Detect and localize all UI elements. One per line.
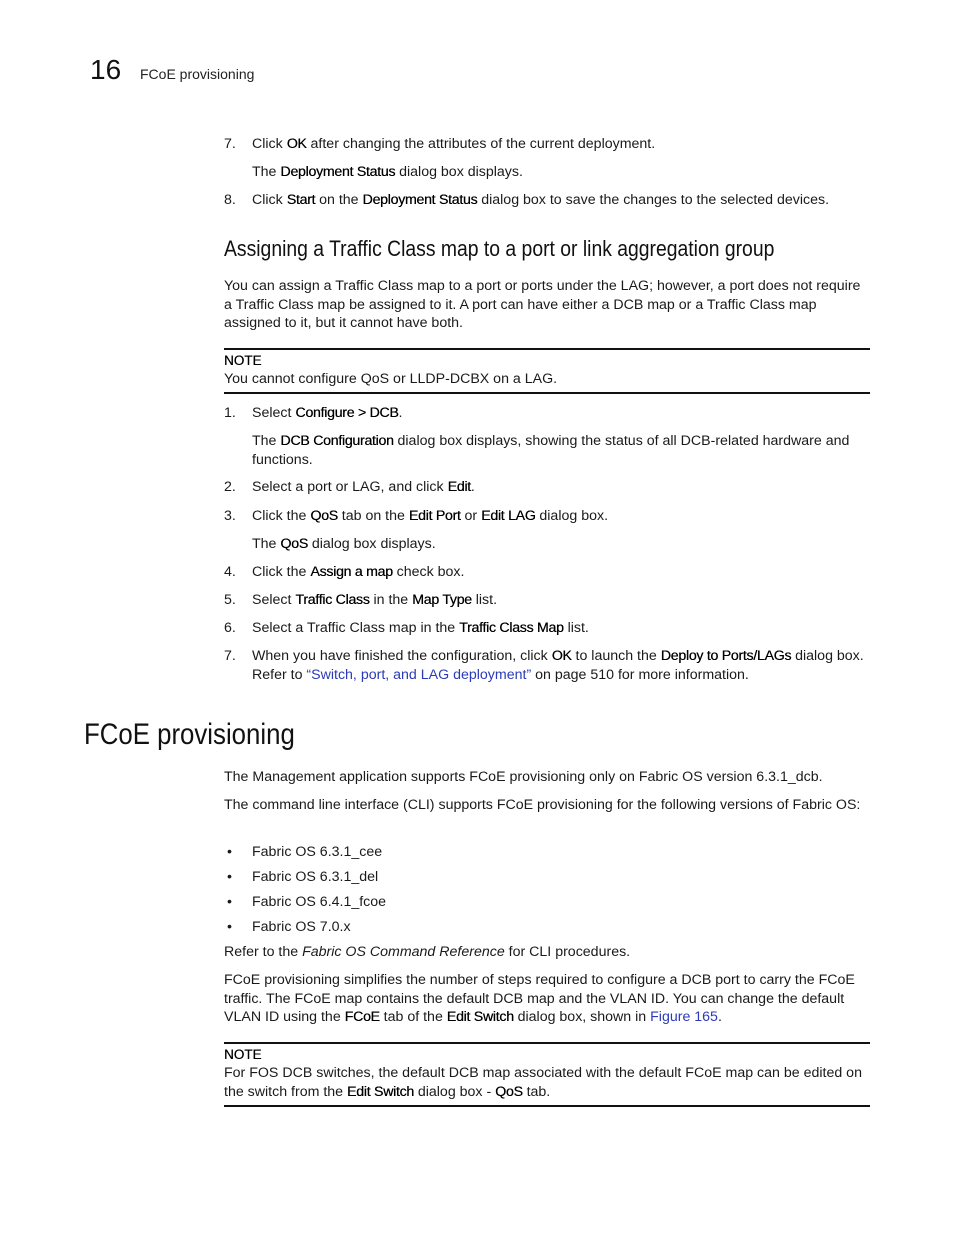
step-number: 7. <box>224 136 236 152</box>
text: . <box>398 405 403 421</box>
text: dialog box displays. <box>395 164 523 180</box>
text: on page 510 for more information. <box>531 666 749 683</box>
tab-ref: QoS <box>495 1083 523 1100</box>
text: dialog box, shown in <box>513 1009 651 1025</box>
text: on the <box>315 192 363 208</box>
dialog-ref: Edit Port <box>408 508 461 524</box>
note-text: You cannot configure QoS or LLDP-DCBX on a LAG. <box>224 371 558 387</box>
step-number: 1. <box>224 405 236 421</box>
step-1 <box>224 404 870 423</box>
text: after changing the attributes of the current deployment. <box>306 136 656 152</box>
step-3-sub <box>252 535 872 554</box>
text: Refer to the <box>224 944 303 960</box>
note-label: NOTE <box>224 1047 262 1062</box>
step-3 <box>224 507 870 526</box>
bullet-text: Fabric OS 6.3.1_cee <box>252 844 383 860</box>
text: FCoE provisioning simplifies the number of steps required to configure a DCB port to carry the FCoE traffic. The FCoE map contains the default DCB map and the VLAN ID. You can change the default VLAN ID using the <box>224 972 855 1025</box>
section-heading-fcoe-provisioning: FCoE provisioning <box>84 718 295 751</box>
step-4 <box>224 563 870 582</box>
text: For FOS DCB switches, the default DCB map associated with the default FCoE map can be edited on the switch from the <box>224 1065 862 1100</box>
bullet-item <box>224 843 382 862</box>
note-box-fos <box>224 1042 870 1107</box>
text: or <box>460 508 482 524</box>
bullet-item <box>224 868 378 887</box>
step-7-top <box>224 135 870 154</box>
dialog-ref: Edit LAG <box>481 508 536 524</box>
text: . <box>470 479 475 495</box>
step-7-top-sub <box>252 163 872 182</box>
ok-button-ref: OK <box>286 136 307 152</box>
text: list. <box>471 592 498 608</box>
step-number: 4. <box>224 564 236 580</box>
text: check box. <box>392 564 465 580</box>
section2-p1 <box>224 768 870 787</box>
dialog-ref: Deploy to Ports/LAGs <box>660 648 792 664</box>
bullet-text: Fabric OS 6.4.1_fcoe <box>252 894 387 910</box>
text: Click <box>252 136 287 152</box>
step-number: 2. <box>224 479 236 495</box>
text: dialog box - <box>413 1083 496 1100</box>
dialog-ref: QoS <box>280 536 308 552</box>
book-title: Fabric OS Command Reference <box>302 944 505 960</box>
paragraph: The command line interface (CLI) supports FCoE provisioning for the following versions of Fabric OS: <box>224 797 861 813</box>
step-1-sub <box>252 432 872 469</box>
step-number: 7. <box>224 648 236 664</box>
paragraph: You can assign a Traffic Class map to a port or ports under the LAG; however, a port does not require a Traffic Class map be assigned to it. A port can have either a DCB map or a Traffic Class map assigned to it, but it cannot have both. <box>224 278 861 331</box>
text: . <box>717 1009 722 1025</box>
text: Click the <box>252 508 311 524</box>
text: The <box>252 164 281 180</box>
section2-p4 <box>224 971 870 1027</box>
text: The <box>252 536 281 552</box>
text: dialog box to save the changes to the selected devices. <box>477 192 830 208</box>
step-6 <box>224 619 870 638</box>
dialog-ref: Edit Switch <box>446 1009 514 1025</box>
text: tab of the <box>379 1009 447 1025</box>
dialog-ref: DCB Configuration <box>280 433 394 449</box>
text: Select <box>252 592 296 608</box>
step-number: 3. <box>224 508 236 524</box>
step-7 <box>224 647 870 684</box>
text: dialog box. Refer to <box>252 648 864 683</box>
dialog-ref: Deployment Status <box>362 192 478 208</box>
start-button-ref: Start <box>286 192 316 208</box>
paragraph: The Management application supports FCoE provisioning only on Fabric OS version 6.3.1_dcb. <box>224 769 823 785</box>
text: list. <box>563 620 589 636</box>
note-box-lag <box>224 348 870 394</box>
section2-p3 <box>224 943 870 962</box>
checkbox-ref: Assign a map <box>310 564 393 580</box>
step-8-top <box>224 191 870 210</box>
text: in the <box>369 592 413 608</box>
list-ref: Map Type <box>412 592 472 608</box>
tab-ref: QoS <box>310 508 338 524</box>
step-number: 5. <box>224 592 236 608</box>
chapter-number: 16 <box>90 54 122 85</box>
menu-ref: Configure > DCB <box>295 405 399 421</box>
text: Select a Traffic Class map in the <box>252 620 460 636</box>
text: tab on the <box>337 508 409 524</box>
bullet-item <box>224 893 386 912</box>
dialog-ref: Deployment Status <box>280 164 396 180</box>
deployment-link[interactable]: “Switch, port, and LAG deployment” <box>306 666 532 683</box>
chapter-title: FCoE provisioning <box>140 66 255 82</box>
text: Click the <box>252 564 311 580</box>
text: Click <box>252 192 287 208</box>
bullet-icon: • <box>227 894 232 910</box>
section2-p2 <box>224 796 870 815</box>
bullet-item <box>224 918 351 937</box>
text: dialog box. <box>535 508 609 524</box>
text: The <box>252 433 281 449</box>
value-ref: Traffic Class <box>295 592 370 608</box>
text: When you have finished the configuration, click <box>252 648 552 664</box>
text: to launch the <box>571 648 661 664</box>
ok-button-ref: OK <box>551 648 572 664</box>
figure-link[interactable]: Figure 165 <box>650 1009 718 1025</box>
list-ref: Traffic Class Map <box>459 620 564 636</box>
text: Select a port or LAG, and click <box>252 479 448 495</box>
bullet-icon: • <box>227 869 232 885</box>
bullet-icon: • <box>227 844 232 860</box>
dialog-ref: Edit Switch <box>347 1083 414 1100</box>
text: Select <box>252 405 296 421</box>
section1-intro <box>224 277 870 333</box>
text: tab. <box>522 1083 551 1100</box>
tab-ref: FCoE <box>344 1009 380 1025</box>
step-number: 6. <box>224 620 236 636</box>
section-heading-traffic-class: Assigning a Traffic Class map to a port or link aggregation group <box>224 236 775 261</box>
step-2 <box>224 478 870 497</box>
note-text <box>224 1064 870 1106</box>
text: dialog box displays, showing the status of all DCB-related hardware and functions. <box>252 433 850 468</box>
bullet-icon: • <box>227 919 232 935</box>
edit-button-ref: Edit <box>447 479 471 495</box>
text: dialog box displays. <box>307 536 436 552</box>
step-5 <box>224 591 870 610</box>
bullet-text: Fabric OS 7.0.x <box>252 919 351 935</box>
text: for CLI procedures. <box>504 944 631 960</box>
bullet-text: Fabric OS 6.3.1_del <box>252 869 379 885</box>
step-number: 8. <box>224 192 236 208</box>
note-label: NOTE <box>224 353 262 368</box>
